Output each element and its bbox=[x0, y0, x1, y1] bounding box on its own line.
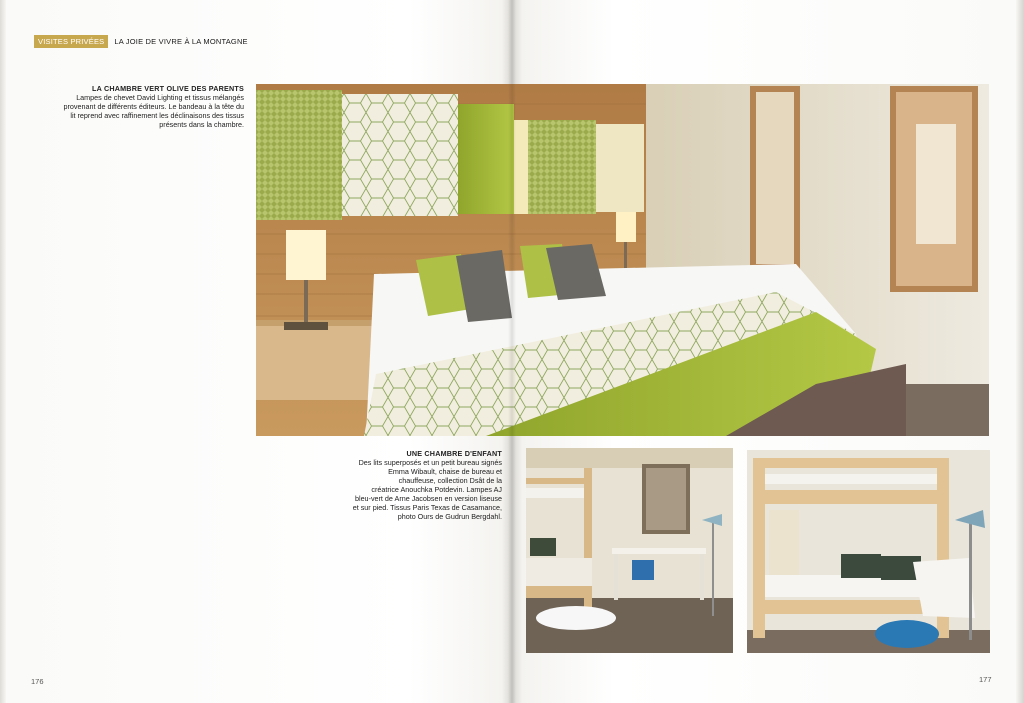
left-page-edge bbox=[0, 0, 6, 703]
caption-line: lit reprend avec raffinement les déclinaisons des tissus bbox=[70, 111, 244, 120]
spread-gutter bbox=[508, 0, 516, 703]
caption-line: créatrice Anouchka Potdevin. Lampes AJ bbox=[371, 485, 502, 494]
photo-kids-room-bunk bbox=[747, 450, 990, 653]
photo-parents-bedroom bbox=[256, 84, 989, 436]
photo-kids-room-desk bbox=[526, 448, 733, 653]
kids-room-bunk-illustration bbox=[747, 450, 990, 653]
caption-line: Emma Wibault, chaise de bureau et bbox=[388, 467, 502, 476]
caption-line: présents dans la chambre. bbox=[159, 120, 244, 129]
right-page-edge bbox=[1016, 0, 1024, 703]
caption-line: Des lits superposés et un petit bureau signés bbox=[358, 458, 502, 467]
caption-title: UNE CHAMBRE D'ENFANT bbox=[406, 449, 502, 458]
page-number-left: 176 bbox=[31, 677, 44, 686]
page-header bbox=[34, 35, 248, 48]
rubric-badge: VISITES PRIVÉES bbox=[34, 35, 108, 48]
kids-room-desk-illustration bbox=[526, 448, 733, 653]
caption-line: bleu-vert de Arne Jacobsen en version liseuse bbox=[354, 494, 502, 503]
caption-line: photo Ours de Gudrun Bergdahl. bbox=[397, 512, 502, 521]
page-number-right: 177 bbox=[979, 675, 992, 684]
caption-line: Lampes de chevet David Lighting et tissus mélangés bbox=[76, 93, 244, 102]
article-title: LA JOIE DE VIVRE À LA MONTAGNE bbox=[114, 37, 248, 46]
bedroom-illustration bbox=[256, 84, 989, 436]
caption-parents-room bbox=[30, 84, 244, 129]
caption-title: LA CHAMBRE VERT OLIVE DES PARENTS bbox=[92, 84, 244, 93]
caption-line: provenant de différents éditeurs. Le bandeau à la tête du bbox=[63, 102, 244, 111]
caption-line: chauffeuse, collection Dsât de la bbox=[398, 476, 502, 485]
caption-kids-room bbox=[330, 449, 502, 521]
caption-line: et sur pied. Tissus Paris Texas de Casamance, bbox=[352, 503, 502, 512]
